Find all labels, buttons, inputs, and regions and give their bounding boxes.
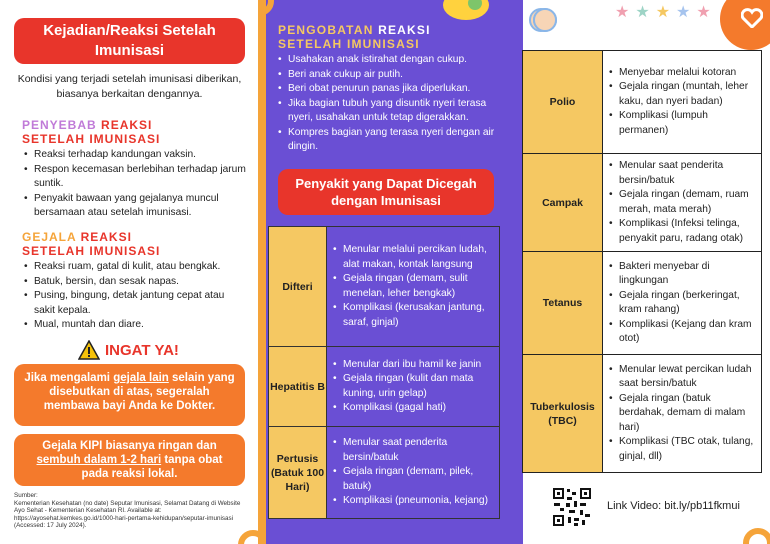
disease-name: Tetanus: [523, 252, 603, 355]
right-panel: [515, 0, 770, 544]
decor-stripe: [258, 0, 266, 544]
advice-box-1: Jika mengalami gejala lain selain yang disebutkan di atas, segeralah membawa bayi Anda ke Dokter.: [14, 364, 245, 426]
table-row: Pertusis (Batuk 100 Hari) • Menular saat penderita bersin/batuk • Gejala ringan (demam, pilek, batuk) • Komplikasi (pneumonia, kejang): [269, 427, 500, 519]
qr-code[interactable]: [552, 487, 592, 527]
video-link[interactable]: Link Video: bit.ly/pb11fkmui: [607, 500, 740, 512]
list-item: • Reaksi ruam, gatal di kulit, atau bengkak.: [24, 260, 246, 275]
advice-box-2: Gejala KIPI biasanya ringan dan sembuh dalam 1-2 hari tanpa obat pada reaksi lokal.: [14, 434, 245, 486]
list-item: • Batuk, bersin, dan sesak napas.: [24, 275, 246, 290]
source-citation: Sumber: Kementerian Kesehatan (no date) Seputar Imunisasi, Selamat Datang di Website Ayo Sehat - Kementerian Kesehatan RI. Available at: https://ayosehat.kemkes.go.id/1000-hari-pertama-kehidupan/seputar-imunisasi (Accessed: 17 July 2024).: [14, 492, 241, 530]
table-row: Tuberkulosis (TBC) • Menular lewat percikan ludah saat bersin/batuk • Gejala ringan (batuk berdahak, demam di malam hari) • Komplikasi (TBC otak, tulang, ginjal, dll): [523, 355, 762, 473]
warning-label: INGAT YA!: [105, 341, 179, 359]
list-item: • Penyakit bawaan yang gejalanya muncul bersamaan atau setelah imunisasi.: [24, 192, 246, 221]
left-panel: [0, 0, 258, 544]
list-item: • Beri anak cukup air putih.: [278, 68, 506, 83]
table-row: Difteri • Menular melalui percikan ludah, alat makan, kontak langsung • Gejala ringan (demam, sulit menelan, leher bengkak) • Komplikasi (kerusakan jantung, saraf, ginjal): [269, 227, 500, 347]
disease-table-1: [268, 226, 500, 519]
middle-panel: [258, 0, 515, 544]
decor-circle: [238, 530, 258, 544]
disease-name: Difteri: [269, 227, 327, 347]
table-row: Polio • Menyebar melalui kotoran • Gejala ringan (muntah, leher kaku, dan nyeri badan) • Komplikasi (lumpuh permanen): [523, 51, 762, 154]
list-item: • Mual, muntah dan diare.: [24, 318, 246, 333]
panel1-title: Kejadian/Reaksi Setelah Imunisasi: [14, 18, 245, 64]
disease-name: Tuberkulosis (TBC): [523, 355, 603, 473]
symptom-heading: GEJALA REAKSI SETELAH IMUNISASI: [22, 230, 161, 258]
decor-circle: [258, 0, 274, 16]
warning-icon: [78, 340, 100, 360]
intro-text: Kondisi yang terjadi setelah imunisasi diberikan, biasanya berkaitan dengannya.: [17, 73, 242, 100]
cause-list: [24, 148, 246, 221]
list-item: • Kompres bagian yang terasa nyeri dengan air dingin.: [278, 126, 506, 155]
disease-name: Pertusis (Batuk 100 Hari): [269, 427, 327, 519]
symptom-list: [24, 260, 246, 333]
list-item: • Beri obat penurun panas jika diperlukan.: [278, 82, 506, 97]
list-item: • Jika bagian tubuh yang disuntik nyeri terasa nyeri, usahakan untuk tetap digerakkan.: [278, 97, 506, 126]
treatment-heading: PENGOBATAN REAKSI SETELAH IMUNISASI: [278, 23, 431, 51]
disease-name: Polio: [523, 51, 603, 154]
treatment-list: [278, 53, 506, 155]
list-item: • Respon kecemasan berlebihan terhadap jarum suntik.: [24, 163, 246, 192]
warning-row: [78, 340, 179, 360]
list-item: • Reaksi terhadap kandungan vaksin.: [24, 148, 246, 163]
table-row: Hepatitis B • Menular dari ibu hamil ke janin • Gejala ringan (kulit dan mata kuning, urin gelap) • Komplikasi (gagal hati): [269, 347, 500, 427]
disease-name: Campak: [523, 154, 603, 252]
cause-heading: PENYEBAB REAKSI SETELAH IMUNISASI: [22, 118, 161, 146]
table-row: Campak • Menular saat penderita bersin/batuk • Gejala ringan (demam, ruam merah, mata merah) • Komplikasi (Infeksi telinga, penyakit paru, radang otak): [523, 154, 762, 252]
list-item: • Pusing, bingung, detak jantung cepat atau sakit kepala.: [24, 289, 246, 318]
diseases-title: Penyakit yang Dapat Dicegah dengan Imunisasi: [278, 169, 494, 215]
toy-decoration: [443, 0, 489, 20]
heart-icon: [741, 8, 763, 28]
disease-table-2: [522, 50, 762, 473]
list-item: • Usahakan anak istirahat dengan cukup.: [278, 53, 506, 68]
table-row: Tetanus • Bakteri menyebar di lingkungan • Gejala ringan (berkeringat, kram rahang) • Komplikasi (Kejang dan kram otot): [523, 252, 762, 355]
decor-circle: [743, 528, 770, 544]
disease-name: Hepatitis B: [269, 347, 327, 427]
star-decoration: ★★★★★: [615, 4, 717, 21]
